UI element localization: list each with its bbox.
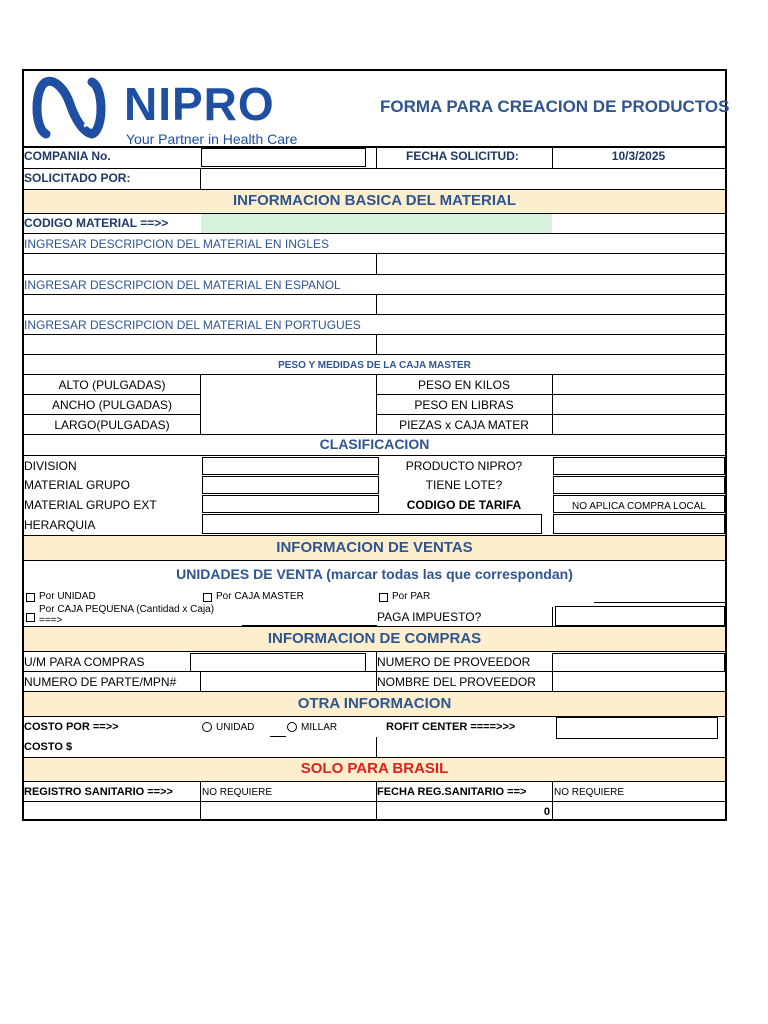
costo-dollar-input[interactable] <box>201 738 376 757</box>
unidad-radio[interactable] <box>202 722 212 732</box>
desc-ingles-input[interactable] <box>24 254 725 273</box>
registro-sanitario-label: REGISTRO SANITARIO ==>> <box>24 786 173 798</box>
desc-portugues-label: INGRESAR DESCRIPCION DEL MATERIAL EN PORTUGUES <box>24 318 361 332</box>
largo-label: LARGO(PULGADAS) <box>54 418 170 432</box>
peso-kilos-label: PESO EN KILOS <box>417 378 511 392</box>
producto-nipro-input[interactable] <box>553 457 725 475</box>
por-unidad-label: Por UNIDAD <box>39 591 96 602</box>
desc-portugues-input[interactable] <box>24 335 725 353</box>
section-basica-title: INFORMACION BASICA DEL MATERIAL <box>232 192 517 209</box>
compras-title: INFORMACION DE COMPRAS <box>267 630 482 647</box>
millar-label: MILLAR <box>301 722 338 733</box>
numero-parte-label: NUMERO DE PARTE/MPN# <box>24 675 177 689</box>
por-caja-master-checkbox[interactable] <box>203 593 212 602</box>
fecha-solicitud-label: FECHA SOLICITUD: <box>406 149 519 163</box>
division-input[interactable] <box>202 457 379 475</box>
producto-nipro-label: PRODUCTO NIPRO? <box>405 459 523 473</box>
por-caja-master-label: Por CAJA MASTER <box>216 591 304 602</box>
largo-input[interactable] <box>201 415 376 434</box>
nipro-logo-icon <box>32 76 107 140</box>
codigo-material-input[interactable] <box>201 214 552 233</box>
material-grupo-label: MATERIAL GRUPO <box>24 478 131 492</box>
por-caja-pequena-checkbox[interactable] <box>26 613 35 622</box>
um-compras-label: U/M PARA COMPRAS <box>24 655 145 669</box>
peso-libras-input[interactable] <box>553 395 725 414</box>
form-title: FORMA PARA CREACION DE PRODUCTOS <box>380 97 730 116</box>
um-compras-input[interactable] <box>190 653 366 672</box>
fecha-reg-zero: 0 <box>543 806 550 818</box>
por-caja-pequena-arrow: ===> <box>39 615 63 626</box>
piezas-label: PIEZAS x CAJA MATER <box>399 418 529 432</box>
costo-dollar-label: COSTO $ <box>24 741 73 753</box>
numero-parte-input[interactable] <box>201 672 376 691</box>
peso-libras-label: PESO EN LIBRAS <box>414 398 514 412</box>
solicitado-input[interactable] <box>201 169 725 188</box>
product-creation-form <box>22 69 730 821</box>
alto-label: ALTO (PULGADAS) <box>58 378 166 392</box>
codigo-tarifa-label: CODIGO DE TARIFA <box>406 498 522 512</box>
ancho-label: ANCHO (PULGADAS) <box>51 398 173 412</box>
material-grupo-ext-input[interactable] <box>202 495 379 513</box>
desc-espanol-label: INGRESAR DESCRIPCION DEL MATERIAL EN ESPANOL <box>24 278 341 292</box>
fecha-reg-sanitario-label: FECHA REG.SANITARIO ==> <box>377 786 527 798</box>
clasificacion-title: CLASIFICACION <box>319 436 430 452</box>
otra-title: OTRA INFORMACION <box>297 695 452 712</box>
tiene-lote-label: TIENE LOTE? <box>425 478 503 492</box>
peso-kilos-input[interactable] <box>553 375 725 394</box>
nombre-proveedor-label: NOMBRE DEL PROVEEDOR <box>377 675 536 689</box>
paga-impuesto-input[interactable] <box>555 606 725 626</box>
profit-center-label: ROFIT CENTER ====>>> <box>386 721 516 733</box>
herarquia-extra-input[interactable] <box>553 514 725 534</box>
herarquia-input[interactable] <box>202 514 542 534</box>
desc-espanol-input[interactable] <box>24 295 725 313</box>
ventas-subtitle: UNIDADES DE VENTA (marcar todas las que correspondan) <box>176 566 573 582</box>
brasil-title: SOLO PARA BRASIL <box>300 760 449 777</box>
codigo-tarifa-value: NO APLICA COMPRA LOCAL <box>572 501 706 512</box>
alto-input[interactable] <box>201 375 376 394</box>
tiene-lote-input[interactable] <box>553 476 725 494</box>
ancho-input[interactable] <box>201 395 376 414</box>
por-par-label: Por PAR <box>392 591 431 602</box>
millar-radio[interactable] <box>287 722 297 732</box>
solicitado-label: SOLICITADO POR: <box>24 171 131 185</box>
material-grupo-ext-label: MATERIAL GRUPO EXT <box>24 498 157 512</box>
piezas-input[interactable] <box>553 415 725 434</box>
fecha-reg-sanitario-value[interactable]: NO REQUIERE <box>554 787 625 798</box>
compania-input[interactable] <box>201 148 366 167</box>
unidad-label: UNIDAD <box>216 722 255 733</box>
codigo-material-label: CODIGO MATERIAL ==>> <box>24 216 169 230</box>
brand-tagline: Your Partner in Health Care <box>126 131 298 147</box>
fecha-solicitud-value[interactable]: 10/3/2025 <box>611 149 666 163</box>
compania-label: COMPANIA No. <box>24 149 111 163</box>
nombre-proveedor-input[interactable] <box>553 672 725 691</box>
brand-name: NIPRO <box>124 78 275 130</box>
desc-ingles-label: INGRESAR DESCRIPCION DEL MATERIAL EN INGLES <box>24 237 329 251</box>
herarquia-label: HERARQUIA <box>24 518 96 532</box>
costo-por-label: COSTO POR ==>> <box>24 721 119 733</box>
profit-center-input[interactable] <box>556 717 718 739</box>
por-unidad-checkbox[interactable] <box>26 593 35 602</box>
numero-proveedor-label: NUMERO DE PROVEEDOR <box>377 655 531 669</box>
paga-impuesto-label: PAGA IMPUESTO? <box>377 610 482 624</box>
por-caja-pequena-label: Por CAJA PEQUENA (Cantidad x Caja) <box>39 604 215 615</box>
nipro-logo <box>32 76 107 140</box>
caja-master-title: PESO Y MEDIDAS DE LA CAJA MASTER <box>278 360 471 371</box>
numero-proveedor-input[interactable] <box>552 653 725 672</box>
registro-sanitario-value[interactable]: NO REQUIERE <box>202 787 273 798</box>
division-label: DIVISION <box>24 459 77 473</box>
por-par-checkbox[interactable] <box>379 593 388 602</box>
ventas-title: INFORMACION DE VENTAS <box>276 539 473 556</box>
material-grupo-input[interactable] <box>202 476 379 494</box>
